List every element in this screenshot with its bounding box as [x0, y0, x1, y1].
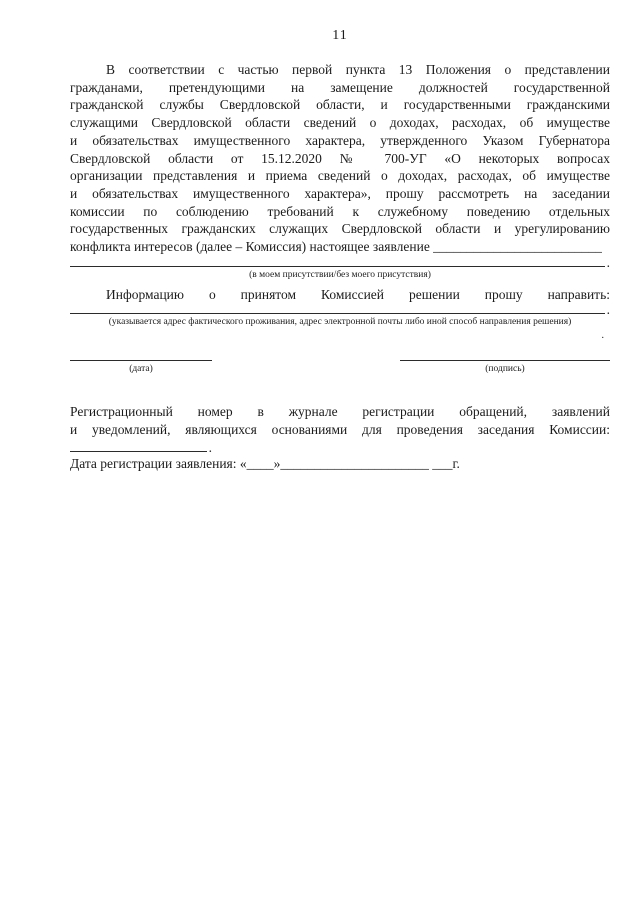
signature-field	[400, 360, 610, 375]
registration-number-blank	[70, 439, 212, 455]
trailing-period: .	[606, 254, 610, 270]
text-line: служащими Свердловской области сведений о доходах, расходах, об имуществе	[70, 115, 610, 131]
text-line: гражданской службы Свердловской области, и государственными гражданскими	[70, 97, 610, 113]
date-blank-rule	[70, 360, 212, 361]
text-line: и обязательствах имущественного характера», прошу рассмотреть на заседании	[70, 185, 610, 201]
decision-paragraph	[70, 286, 610, 304]
text-line: комиссии по соблюдению требований к служебному поведению отдельных	[70, 203, 610, 219]
text-line: и обязательствах имущественного характера, утвержденного Указом Губернатора	[70, 132, 610, 148]
blank-rule	[70, 451, 207, 452]
text-line: государственных гражданских служащих Свердловской области и урегулированию	[70, 221, 610, 237]
text-line: Свердловской области от 15.12.2020 № 700-УГ «О некоторых вопросах	[70, 150, 610, 166]
text-line: конфликта интересов (далее – Комиссия) настоящее заявление _________________________	[70, 239, 602, 255]
trailing-period: .	[606, 302, 610, 318]
address-caption: (указывается адрес фактического проживания, адрес электронной почты либо иной способ направления решения)	[108, 317, 572, 328]
trailing-period: .	[208, 439, 212, 455]
address-fill-line	[70, 302, 610, 318]
blank-rule	[70, 266, 605, 267]
signature-caption: (подпись)	[485, 364, 525, 375]
registration-date-line: Дата регистрации заявления: «____»______________________ ___г.	[70, 455, 460, 471]
presence-caption: (в моем присутствии/без моего присутствия)	[249, 269, 431, 280]
presence-fill-line	[70, 254, 610, 270]
registration-paragraph	[70, 403, 610, 438]
blank-rule	[70, 313, 605, 314]
text-line: гражданами, претендующими на замещение должностей государственной	[70, 79, 610, 95]
text-line: Регистрационный номер в журнале регистрации обращений, заявлений	[70, 404, 610, 420]
stray-dot: .	[601, 330, 604, 342]
main-paragraph	[70, 61, 610, 256]
text-line: В соответствии с частью первой пункта 13 Положения о представлении	[106, 62, 610, 77]
text-line: Информацию о принятом Комиссией решении прошу направить:	[106, 286, 610, 302]
date-field	[70, 360, 212, 375]
text-line: и уведомлений, являющихся основаниями для проведения заседания Комиссии:	[70, 422, 610, 438]
text-line: организации представления и приема сведений о доходах, расходах, об имуществе	[70, 168, 610, 184]
date-caption: (дата)	[129, 364, 153, 375]
signature-blank-rule	[400, 360, 610, 361]
signature-row	[70, 360, 610, 375]
page-number: 11	[332, 28, 348, 43]
